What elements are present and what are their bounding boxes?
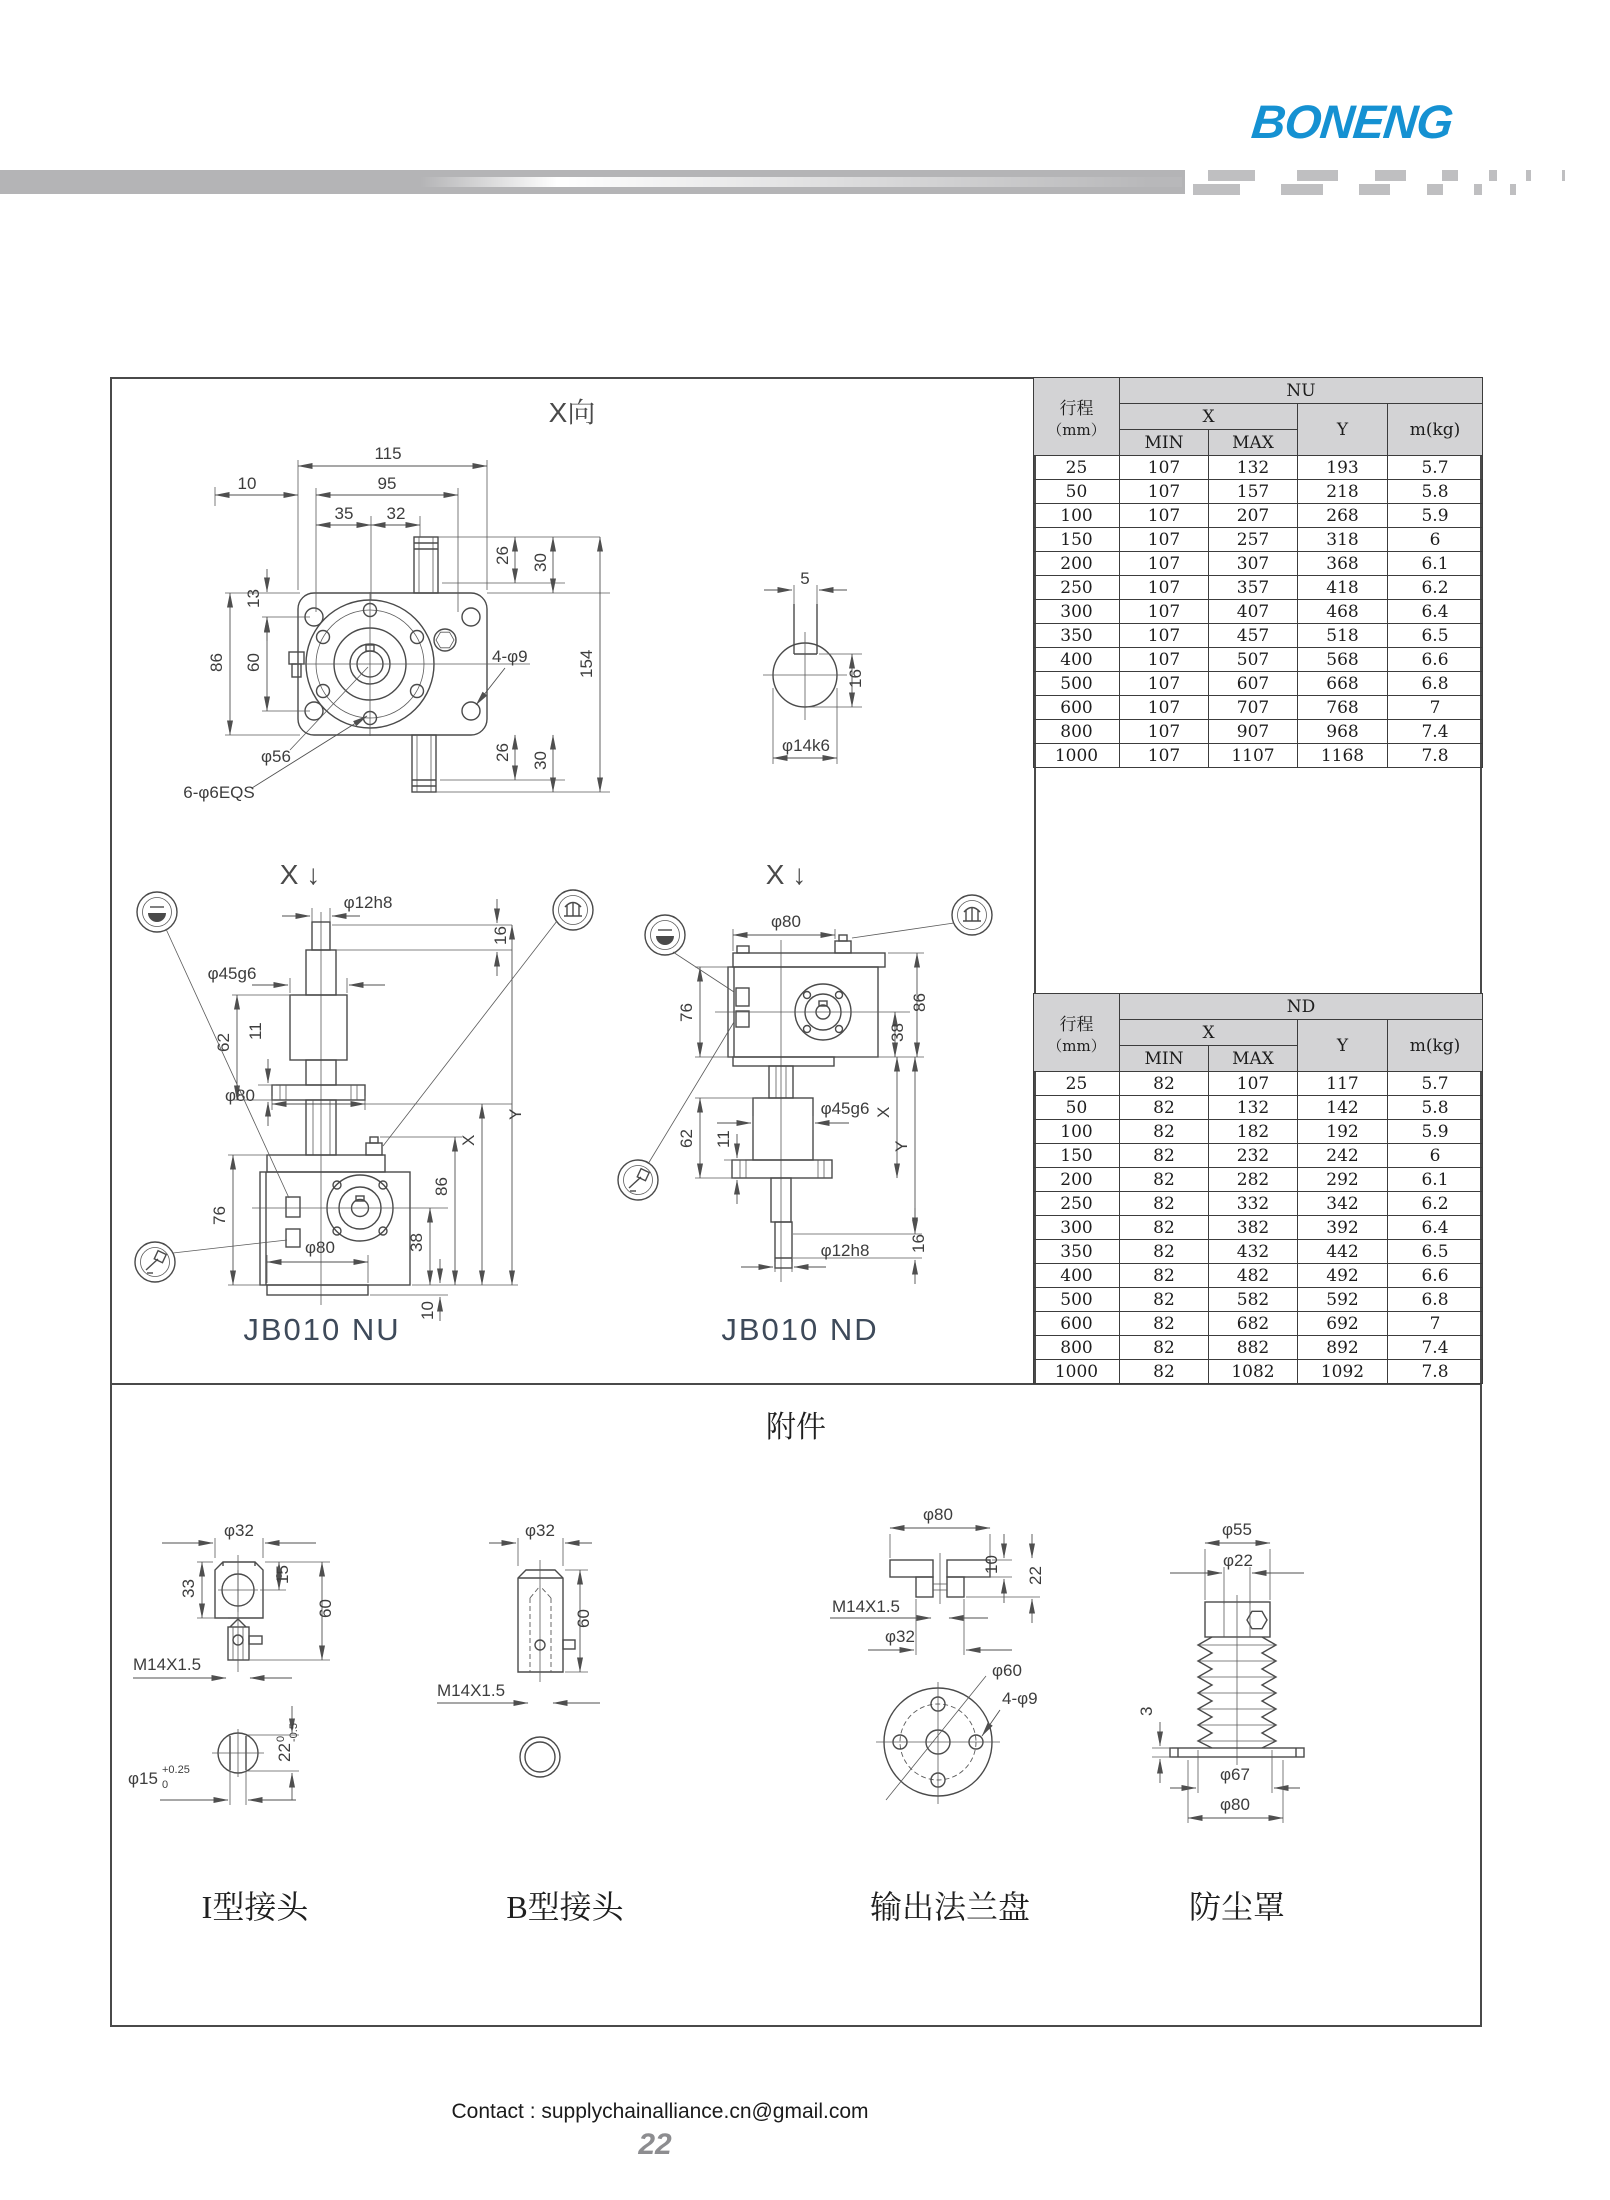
spec-cell: 342 — [1298, 1192, 1388, 1216]
table-header-row — [1034, 378, 1483, 404]
fl-dim-22: 22 — [1026, 1566, 1045, 1585]
spec-cell: 107 — [1120, 456, 1209, 480]
spec-cell: 7 — [1388, 696, 1483, 720]
spec-cell: 107 — [1120, 720, 1209, 744]
min-header-cell: MIN — [1120, 430, 1209, 456]
jack-nu-balloons — [135, 890, 593, 1282]
min-header-cell: MIN — [1120, 1046, 1209, 1072]
spec-cell: 607 — [1209, 672, 1298, 696]
spec-cell: 82 — [1120, 1360, 1209, 1384]
stroke-unit: （mm） — [1047, 420, 1106, 439]
spec-cell: 907 — [1209, 720, 1298, 744]
spec-row — [1034, 504, 1483, 528]
spec-row — [1034, 1168, 1483, 1192]
spec-cell: 892 — [1298, 1336, 1388, 1360]
spec-cell: 600 — [1034, 696, 1120, 720]
ij-dim-22: 22 — [275, 1743, 294, 1762]
decor-dash — [1375, 170, 1406, 181]
ij-dim-15b-tol-bot: 0 — [162, 1779, 169, 1791]
spec-cell: 307 — [1209, 552, 1298, 576]
spec-cell: 50 — [1034, 1096, 1120, 1120]
spec-row — [1034, 1120, 1483, 1144]
spec-cell: 5.7 — [1388, 1072, 1483, 1096]
spec-cell: 300 — [1034, 600, 1120, 624]
decor-dash — [1359, 184, 1390, 195]
dim-95: 95 — [377, 474, 397, 493]
spec-cell: 292 — [1298, 1168, 1388, 1192]
spec-cell: 400 — [1034, 1264, 1120, 1288]
spec-row — [1034, 480, 1483, 504]
spec-cell: 568 — [1298, 648, 1388, 672]
cv-dim-80: φ80 — [1220, 1795, 1250, 1814]
spec-cell: 107 — [1120, 648, 1209, 672]
spec-cell: 107 — [1120, 576, 1209, 600]
spec-cell: 193 — [1298, 456, 1388, 480]
ij-dim-15b: φ15 — [128, 1769, 158, 1788]
nu-dim-11: 11 — [246, 1022, 265, 1040]
spec-cell: 207 — [1209, 504, 1298, 528]
spec-cell: 107 — [1120, 672, 1209, 696]
nd-dim-11: 11 — [714, 1130, 733, 1148]
i-joint-caption: I型接头 — [201, 1889, 309, 1925]
spec-cell: 1082 — [1209, 1360, 1298, 1384]
mass-header-cell: m(kg) — [1388, 1020, 1483, 1072]
spec-cell: 182 — [1209, 1120, 1298, 1144]
fl-dim-10: 10 — [982, 1555, 1001, 1574]
spec-cell: 82 — [1120, 1240, 1209, 1264]
spec-cell: 1092 — [1298, 1360, 1388, 1384]
spec-cell: 150 — [1034, 528, 1120, 552]
decor-dash — [1526, 170, 1531, 181]
drain-plug-icon — [629, 1169, 649, 1191]
spec-cell: 218 — [1298, 480, 1388, 504]
dim-30-top: 30 — [531, 553, 550, 572]
nu-dim-y: Y — [506, 1108, 525, 1120]
decor-dash — [1297, 170, 1338, 181]
vent-icon — [564, 903, 582, 917]
spec-row — [1034, 1240, 1483, 1264]
dim-16: 16 — [846, 669, 865, 688]
ij-dim-15: 15 — [273, 1565, 292, 1584]
decor-dash — [1193, 184, 1240, 195]
spec-cell: 107 — [1120, 504, 1209, 528]
spec-cell: 432 — [1209, 1240, 1298, 1264]
ij-dim-33: 33 — [179, 1579, 198, 1598]
ij-dim-22-tol-bot: -0.5 — [288, 1723, 300, 1742]
jack-nd-balloons — [618, 895, 992, 1200]
spec-cell: 968 — [1298, 720, 1388, 744]
flange-drawing — [830, 1505, 1045, 1804]
spec-cell: 357 — [1209, 576, 1298, 600]
spec-cell: 82 — [1120, 1072, 1209, 1096]
nu-dim-16: 16 — [491, 926, 510, 945]
nu-dim-38: 38 — [407, 1233, 426, 1252]
fl-thread: M14X1.5 — [831, 1597, 901, 1616]
nd-dim-x: X — [874, 1106, 893, 1118]
spec-cell: 300 — [1034, 1216, 1120, 1240]
ij-dim-22-tol-top: 0 — [275, 1735, 287, 1742]
spec-cell: 6.2 — [1388, 1192, 1483, 1216]
spec-cell: 157 — [1209, 480, 1298, 504]
spec-cell: 82 — [1120, 1216, 1209, 1240]
spec-row — [1034, 1336, 1483, 1360]
spec-cell: 25 — [1034, 456, 1120, 480]
max-header-cell: MAX — [1209, 430, 1298, 456]
xview-title: X向 — [548, 397, 596, 428]
spec-cell: 418 — [1298, 576, 1388, 600]
nd-dim-80top: φ80 — [771, 912, 801, 931]
spec-cell: 6.4 — [1388, 1216, 1483, 1240]
i-joint-drawing — [128, 1521, 335, 1805]
spec-cell: 282 — [1209, 1168, 1298, 1192]
spec-cell: 82 — [1120, 1096, 1209, 1120]
spec-cell: 768 — [1298, 696, 1388, 720]
spec-cell: 82 — [1120, 1264, 1209, 1288]
spec-cell: 400 — [1034, 648, 1120, 672]
nu-dim-80mid: φ80 — [225, 1086, 255, 1105]
spec-cell: 5.7 — [1388, 456, 1483, 480]
spec-cell: 5.9 — [1388, 1120, 1483, 1144]
spec-cell: 6.4 — [1388, 600, 1483, 624]
spec-cell: 117 — [1298, 1072, 1388, 1096]
y-header-cell: Y — [1298, 1020, 1388, 1072]
dim-32: 32 — [386, 504, 406, 523]
decor-dash — [1510, 184, 1516, 195]
spec-cell: 6.8 — [1388, 1288, 1483, 1312]
cv-dim-22: φ22 — [1223, 1551, 1253, 1570]
spec-cell: 50 — [1034, 480, 1120, 504]
spec-cell: 7.4 — [1388, 720, 1483, 744]
fl-dim-80: φ80 — [923, 1505, 953, 1524]
spec-cell: 442 — [1298, 1240, 1388, 1264]
spec-cell: 142 — [1298, 1096, 1388, 1120]
ij-thread: M14X1.5 — [133, 1655, 202, 1674]
nd-dim-12h8: φ12h8 — [820, 1241, 870, 1260]
dim-154: 154 — [577, 649, 596, 678]
spec-cell: 5.9 — [1388, 504, 1483, 528]
dim-30-bot: 30 — [531, 751, 550, 770]
stroke-header-cell — [1034, 378, 1120, 456]
nu-table-body — [1034, 456, 1483, 768]
dim-26-bot: 26 — [493, 743, 512, 762]
spec-cell: 82 — [1120, 1192, 1209, 1216]
bj-dim-32: φ32 — [525, 1521, 555, 1540]
nu-dim-12h8: φ12h8 — [343, 893, 393, 912]
decor-dash — [1427, 184, 1443, 195]
nd-dim-16: 16 — [909, 1234, 928, 1253]
decor-dash — [1562, 170, 1565, 181]
xview-dimensions — [183, 444, 610, 802]
spec-cell: 107 — [1120, 600, 1209, 624]
spec-cell: 200 — [1034, 552, 1120, 576]
spec-cell: 232 — [1209, 1144, 1298, 1168]
stroke-label: 行程 — [1059, 398, 1094, 419]
spec-cell: 682 — [1209, 1312, 1298, 1336]
spec-cell: 407 — [1209, 600, 1298, 624]
spec-cell: 800 — [1034, 1336, 1120, 1360]
fl-dim-4d9: 4-φ9 — [1002, 1689, 1038, 1708]
spec-cell: 350 — [1034, 624, 1120, 648]
spec-cell: 1000 — [1034, 1360, 1120, 1384]
spec-cell: 7.8 — [1388, 744, 1483, 768]
dim-6eqs: 6-φ6EQS — [183, 783, 255, 802]
spec-cell: 518 — [1298, 624, 1388, 648]
nu-caption: JB010 NU — [243, 1312, 401, 1347]
mass-header-cell: m(kg) — [1388, 404, 1483, 456]
nd-dim-38: 38 — [888, 1023, 907, 1042]
nd-dim-45g6: φ45g6 — [820, 1099, 870, 1118]
spec-cell: 582 — [1209, 1288, 1298, 1312]
nd-spec-table — [1033, 993, 1483, 1384]
spec-cell: 492 — [1298, 1264, 1388, 1288]
spec-row — [1034, 1312, 1483, 1336]
spec-row — [1034, 528, 1483, 552]
spec-cell: 250 — [1034, 1192, 1120, 1216]
spec-cell: 268 — [1298, 504, 1388, 528]
spec-cell: 6.8 — [1388, 672, 1483, 696]
spec-cell: 707 — [1209, 696, 1298, 720]
spec-cell: 507 — [1209, 648, 1298, 672]
nd-dim-y: Y — [892, 1140, 911, 1152]
spec-cell: 82 — [1120, 1168, 1209, 1192]
nu-dim-62: 62 — [214, 1033, 233, 1052]
spec-row — [1034, 720, 1483, 744]
cover-drawing — [1137, 1520, 1304, 1823]
spec-cell: 192 — [1298, 1120, 1388, 1144]
shaft-section-drawing — [763, 569, 865, 764]
max-header-cell: MAX — [1209, 1046, 1298, 1072]
spec-cell: 457 — [1209, 624, 1298, 648]
spec-cell: 132 — [1209, 1096, 1298, 1120]
spec-row — [1034, 1072, 1483, 1096]
dim-4xd9: 4-φ9 — [492, 647, 528, 666]
spec-cell: 82 — [1120, 1288, 1209, 1312]
decor-dash — [1489, 170, 1497, 181]
bj-dim-60: 60 — [574, 1609, 593, 1628]
spec-row — [1034, 576, 1483, 600]
jack-drawings — [110, 850, 1034, 1383]
fl-dim-32: φ32 — [885, 1627, 915, 1646]
nu-dim-86: 86 — [432, 1177, 451, 1196]
cv-dim-67: φ67 — [1220, 1765, 1250, 1784]
spec-cell: 800 — [1034, 720, 1120, 744]
spec-cell: 5.8 — [1388, 480, 1483, 504]
decor-bar-shine — [420, 177, 1182, 187]
cover-caption: 防尘罩 — [1188, 1889, 1285, 1925]
cv-dim-55: φ55 — [1222, 1520, 1252, 1539]
b-joint-drawing — [437, 1521, 600, 1777]
dim-86: 86 — [207, 653, 226, 672]
spec-cell: 468 — [1298, 600, 1388, 624]
spec-row — [1034, 1216, 1483, 1240]
nd-dim-62: 62 — [677, 1129, 696, 1148]
decor-dash — [1474, 184, 1482, 195]
spec-cell: 100 — [1034, 504, 1120, 528]
nd-dim-86: 86 — [910, 993, 929, 1012]
spec-cell: 7.4 — [1388, 1336, 1483, 1360]
spec-row — [1034, 1264, 1483, 1288]
oil-cup-icon — [656, 936, 674, 945]
spec-cell: 592 — [1298, 1288, 1388, 1312]
nd-dim-76: 76 — [677, 1003, 696, 1022]
spec-cell: 82 — [1120, 1336, 1209, 1360]
nd-caption: JB010 ND — [721, 1312, 879, 1347]
spec-cell: 6 — [1388, 528, 1483, 552]
spec-cell: 82 — [1120, 1120, 1209, 1144]
dim-10: 10 — [237, 474, 257, 493]
spec-cell: 250 — [1034, 576, 1120, 600]
stroke-header-cell — [1034, 994, 1120, 1072]
bj-thread: M14X1.5 — [437, 1681, 506, 1700]
spec-cell: 107 — [1209, 1072, 1298, 1096]
spec-cell: 668 — [1298, 672, 1388, 696]
spec-cell: 500 — [1034, 672, 1120, 696]
dim-d14k6: φ14k6 — [782, 736, 830, 755]
spec-cell: 132 — [1209, 456, 1298, 480]
spec-cell: 107 — [1120, 696, 1209, 720]
dim-115: 115 — [374, 444, 402, 463]
nu-dim-10: 10 — [418, 1301, 437, 1320]
stroke-unit: （mm） — [1047, 1036, 1106, 1055]
drain-plug-icon — [146, 1251, 166, 1273]
dim-13: 13 — [244, 589, 263, 608]
spec-cell: 368 — [1298, 552, 1388, 576]
spec-cell: 6.5 — [1388, 1240, 1483, 1264]
b-joint-caption: B型接头 — [506, 1889, 624, 1925]
spec-cell: 1107 — [1209, 744, 1298, 768]
oil-cup-icon — [148, 913, 166, 922]
ij-dim-32: φ32 — [224, 1521, 254, 1540]
nu-dim-x: X — [459, 1134, 478, 1146]
spec-row — [1034, 1096, 1483, 1120]
vent-icon — [963, 908, 981, 922]
spec-row — [1034, 648, 1483, 672]
decor-dash — [1208, 170, 1255, 181]
group-header-cell: ND — [1120, 994, 1483, 1020]
spec-cell: 6.5 — [1388, 624, 1483, 648]
x-header-cell: X — [1120, 1020, 1298, 1046]
spec-cell: 6.6 — [1388, 648, 1483, 672]
spec-cell: 200 — [1034, 1168, 1120, 1192]
spec-cell: 482 — [1209, 1264, 1298, 1288]
ij-dim-15b-tol-top: +0.25 — [162, 1764, 190, 1776]
spec-cell: 350 — [1034, 1240, 1120, 1264]
spec-cell: 150 — [1034, 1144, 1120, 1168]
spec-cell: 6.6 — [1388, 1264, 1483, 1288]
spec-cell: 82 — [1120, 1144, 1209, 1168]
spec-cell: 6.1 — [1388, 552, 1483, 576]
dim-5: 5 — [800, 569, 810, 588]
nu-spec-table — [1033, 377, 1483, 768]
spec-cell: 82 — [1120, 1312, 1209, 1336]
y-header-cell: Y — [1298, 404, 1388, 456]
x-header-cell: X — [1120, 404, 1298, 430]
spec-cell: 25 — [1034, 1072, 1120, 1096]
spec-cell: 5.8 — [1388, 1096, 1483, 1120]
spec-cell: 1000 — [1034, 744, 1120, 768]
attachments-section-title: 附件 — [766, 1411, 826, 1444]
spec-row — [1034, 696, 1483, 720]
spec-row — [1034, 1144, 1483, 1168]
spec-cell: 257 — [1209, 528, 1298, 552]
decor-dash — [1442, 170, 1458, 181]
contact-line: Contact : supplychainalliance.cn@gmail.com — [451, 2100, 869, 2123]
page-number: 22 — [638, 2128, 672, 2161]
stroke-label: 行程 — [1059, 1014, 1094, 1035]
spec-cell: 882 — [1209, 1336, 1298, 1360]
spec-cell: 332 — [1209, 1192, 1298, 1216]
spec-cell: 692 — [1298, 1312, 1388, 1336]
spec-cell: 107 — [1120, 552, 1209, 576]
spec-cell: 6.1 — [1388, 1168, 1483, 1192]
decor-dash — [1281, 184, 1323, 195]
spec-row — [1034, 600, 1483, 624]
accessories-drawings — [110, 1383, 1482, 2027]
spec-row — [1034, 672, 1483, 696]
dim-26-top: 26 — [493, 546, 512, 565]
group-header-cell: NU — [1120, 378, 1483, 404]
nd-table-body — [1034, 1072, 1483, 1384]
spec-cell: 318 — [1298, 528, 1388, 552]
spec-cell: 100 — [1034, 1120, 1120, 1144]
dim-d56: φ56 — [261, 747, 291, 766]
jack-nu-dimensions — [208, 893, 525, 1321]
spec-row — [1034, 744, 1483, 768]
spec-cell: 500 — [1034, 1288, 1120, 1312]
spec-cell: 7 — [1388, 1312, 1483, 1336]
boneng-logo: BONENG — [1249, 95, 1456, 148]
spec-row — [1034, 552, 1483, 576]
flange-caption: 输出法兰盘 — [869, 1889, 1030, 1925]
spec-row — [1034, 1288, 1483, 1312]
dim-35: 35 — [334, 504, 354, 523]
ij-dim-60: 60 — [316, 1599, 335, 1618]
spec-row — [1034, 1192, 1483, 1216]
spec-row — [1034, 624, 1483, 648]
spec-cell: 242 — [1298, 1144, 1388, 1168]
spec-cell: 6.2 — [1388, 576, 1483, 600]
dim-60: 60 — [244, 653, 263, 672]
nu-dim-80bot: φ80 — [305, 1238, 335, 1257]
spec-row — [1034, 456, 1483, 480]
spec-cell: 7.8 — [1388, 1360, 1483, 1384]
nd-view-label: X ↓ — [765, 859, 807, 890]
table-header-row — [1034, 994, 1483, 1020]
nu-view-label: X ↓ — [279, 859, 321, 890]
spec-cell: 1168 — [1298, 744, 1388, 768]
spec-cell: 6 — [1388, 1144, 1483, 1168]
xview-drawing — [110, 377, 1034, 877]
cv-dim-3: 3 — [1137, 1706, 1156, 1716]
nu-dim-76: 76 — [210, 1206, 229, 1225]
spec-cell: 107 — [1120, 480, 1209, 504]
spec-row — [1034, 1360, 1483, 1384]
fl-dim-60: φ60 — [992, 1661, 1022, 1680]
spec-cell: 600 — [1034, 1312, 1120, 1336]
spec-cell: 107 — [1120, 624, 1209, 648]
spec-cell: 382 — [1209, 1216, 1298, 1240]
spec-cell: 392 — [1298, 1216, 1388, 1240]
nu-dim-45g6: φ45g6 — [207, 964, 257, 983]
spec-cell: 107 — [1120, 528, 1209, 552]
spec-cell: 107 — [1120, 744, 1209, 768]
